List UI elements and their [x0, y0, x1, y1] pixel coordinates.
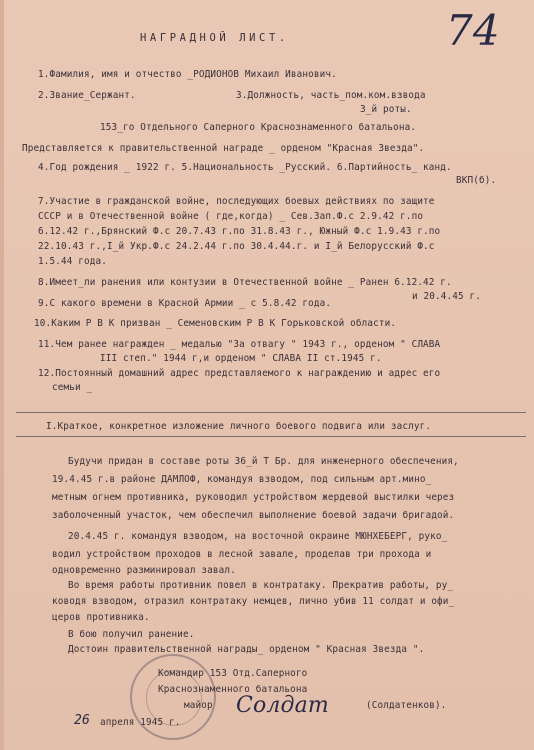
commander-title: Командир 153 Отд.Саперного	[158, 668, 308, 679]
section-title: I.Краткое, конкретное изложение личного боевого подвига или заслуг.	[46, 421, 432, 432]
field-war-service: 7.Участие в гражданской войне, последующих боевых действиях по защите	[38, 196, 435, 207]
narrative-line: церов противника.	[52, 612, 150, 623]
field-birth-year: 4.Год рождения _ 1922 г. 5.Национальность _Русский. 6.Партийность_ канд.	[38, 162, 452, 173]
field-unit: 153_го Отдельного Саперного Краснознаменного батальона.	[100, 122, 417, 133]
field-party-continued: ВКП(б).	[456, 175, 497, 186]
handwritten-signature: Солдат	[236, 693, 329, 718]
field-wounds: 8.Имеет_ли ранения или контузии в Отечественной войне _ Ранен 6.12.42 г.	[38, 277, 452, 288]
narrative-line: Во время работы противник повел в контратаку. Прекратив работы, ру_	[68, 580, 454, 591]
field-war-service-line2: СССР и в Отечественной войне ( где,когда) _ Сев.Зап.Ф.с 2.9.42 г.по	[38, 211, 424, 222]
narrative-line: 20.4.45 г. командуя взводом, на восточной окраине МЮНХЕБЕРГ, руко_	[68, 531, 448, 542]
commander-unit: Краснознаменного батальона	[158, 684, 308, 695]
commander-rank: майор	[184, 700, 213, 711]
date-day: 26	[74, 713, 90, 728]
field-war-service-line5: 1.5.44 года.	[38, 256, 107, 267]
narrative-line: ководя взводом, отразил контратаку немцев, лично убив 11 солдат и офи_	[52, 596, 455, 607]
field-previous-awards-line2: III степ." 1944 г,и орденом " СЛАВА II ст.1945 г.	[100, 353, 382, 364]
narrative-line: Будучи придан в составе роты 36_й Т Бр. для инженерного обеспечения,	[68, 456, 459, 467]
narrative-line: 19.4.45 г.в районе ДАМЛОФ, командуя взводом, под сильным арт.мино_	[52, 474, 432, 485]
field-war-service-line3: 6.12.42 г.,Брянский Ф.с 20.7.43 г.по 31.8.43 г., Южный Ф.с 1.9.43 г.по	[38, 226, 441, 237]
narrative-line: Достоин правительственной награды_ орденом " Красная Звезда ".	[68, 644, 425, 655]
section-divider	[16, 436, 526, 437]
field-nominated-for: Представляется к правительственной награде _ орденом "Красная Звезда".	[22, 143, 425, 154]
narrative-line: заболоченный участок, чем обеспечил выполнение боевой задачи бригадой.	[52, 510, 455, 521]
handwritten-number: 74	[446, 6, 500, 55]
narrative-line: водил устройством проходов в лесной завале, проделав три прохода и	[52, 549, 432, 560]
narrative-line: В бою получил ранение.	[68, 629, 195, 640]
field-home-address-line2: семьи _	[52, 382, 93, 393]
field-position: 3.Должность, часть_пом.ком.взвода	[236, 90, 426, 101]
field-home-address: 12.Постоянный домашний адрес представляемого к награждению и адрес его	[38, 368, 441, 379]
field-war-service-line4: 22.10.43 г.,I_й Укр.Ф.с 24.2.44 г.по 30.4.44.г. и I_й Белорусский Ф.с	[38, 241, 435, 252]
field-position-company: 3_й роты.	[360, 104, 412, 115]
field-full-name: 1.Фамилия, имя и отчество _РОДИОНОВ Михаил Иванович.	[38, 69, 337, 80]
field-conscripted-by: 10.Каким Р В К призван _ Семеновским Р В К Горьковской области.	[34, 318, 397, 329]
field-previous-awards: 11.Чем ранее награжден _ медалью "За отвагу " 1943 г., орденом " СЛАВА	[38, 339, 441, 350]
date-rest: апреля 1945 г.	[100, 717, 181, 728]
field-army-since: 9.С какого времени в Красной Армии _ с 5.8.42 года.	[38, 298, 332, 309]
section-divider	[16, 412, 526, 413]
document-title: НАГРАДНОЙ ЛИСТ.	[140, 32, 289, 44]
field-rank: 2.Звание_Сержант.	[38, 90, 136, 101]
field-wounds-line2: и 20.4.45 г.	[412, 291, 481, 302]
narrative-line: одновременно разминировал завал.	[52, 565, 236, 576]
narrative-line: метным огнем противника, руководил устройством жердевой выстилки через	[52, 492, 455, 503]
commander-name: (Солдатенков).	[366, 700, 447, 711]
